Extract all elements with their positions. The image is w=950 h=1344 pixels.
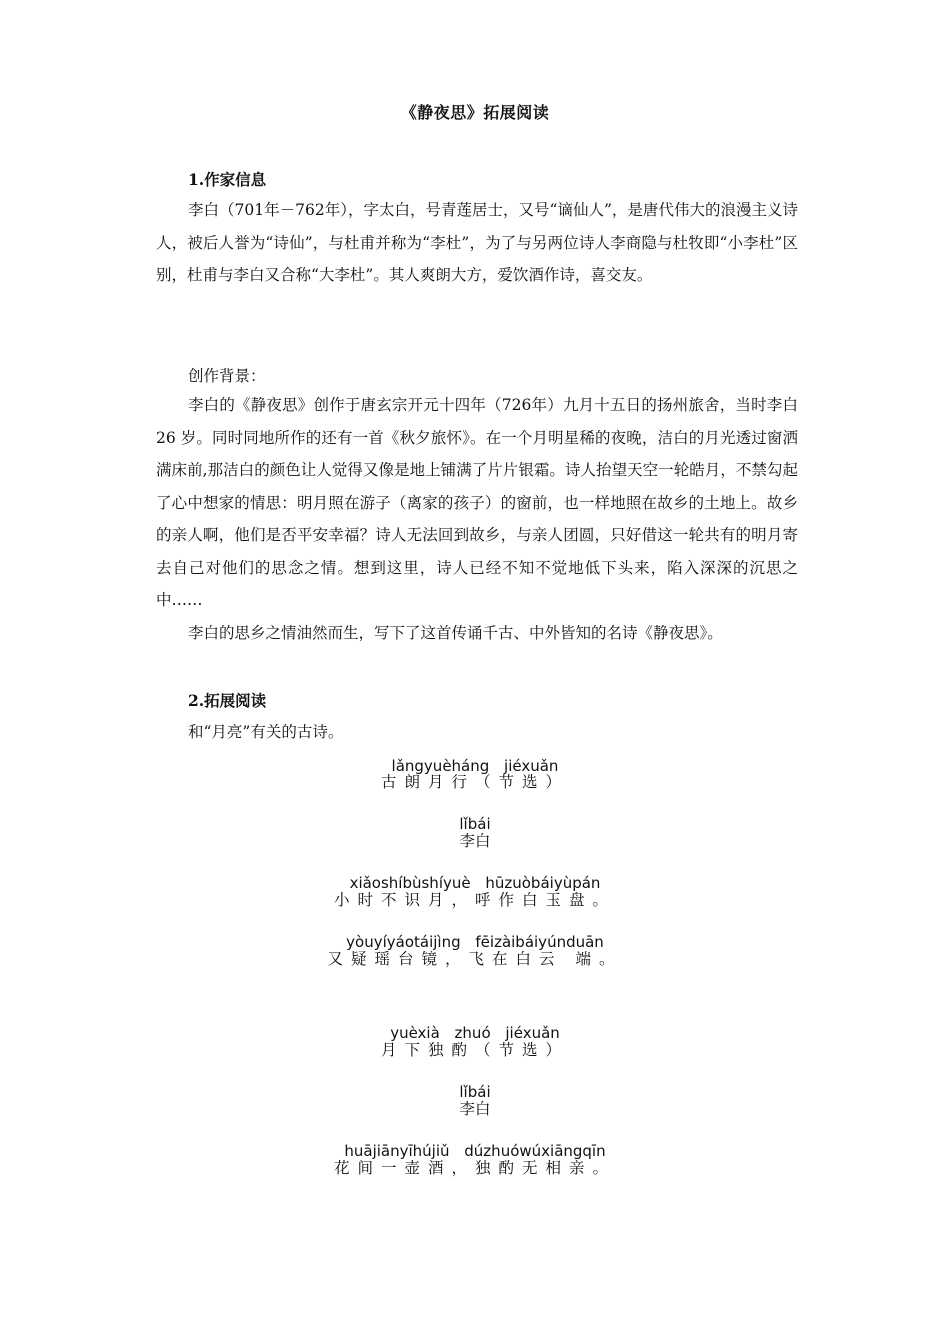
poem1-author: 李白 <box>459 832 491 850</box>
poem1-line1: 小时不识月，呼作白玉盘。 <box>333 891 616 909</box>
background-label: 创作背景： <box>188 367 266 385</box>
section-heading-author: 1.作家信息 <box>188 170 267 189</box>
background-conclusion: 李白的思乡之情油然而生，写下了这首传诵千古、中外皆知的名诗《静夜思》。 <box>188 624 723 642</box>
poem2-line1-pinyin: huājiānyīhújiǔ dúzhuówúxiāngqīn <box>344 1142 606 1160</box>
poem2-title: 月下独酌（节选） <box>380 1041 569 1059</box>
poem2-line1: 花间一壶酒，独酌无相亲。 <box>333 1159 616 1177</box>
background-text: 李白的《静夜思》创作于唐玄宗开元十四年（726年）九月十五日的扬州旅舍，当时李白 26 岁。同时同地所作的还有一首《秋夕旅怀》。在一个月明星稀的夜晚，洁白的月光透过窗洒满床前,那洁白的颜色让人觉得又像是地上铺满了片片银霜。诗人抬望天空一轮皓月，不禁勾起了心中想家的情思：明月照在游子（离家的孩子）的窗前，也一样地照在故乡的土地上。故乡的亲人啊，他们是否平安幸福？诗人无法回到故乡，与亲人团圆，只好借这一轮共有的明月寄去自己对他们的思念之情。想到这里，诗人已经不知不觉地低下头来，陷入深深的沉思之中…… <box>156 396 798 609</box>
reading-intro: 和“月亮”有关的古诗。 <box>188 723 344 741</box>
poem2-author-pinyin: lǐbái <box>459 1083 491 1101</box>
poem1-line2: 又疑瑶台镜，飞在白云 端。 <box>327 950 623 968</box>
poem2-author: 李白 <box>459 1100 491 1118</box>
page-title: 《静夜思》拓展阅读 <box>400 103 550 122</box>
poem1-author-pinyin: lǐbái <box>459 815 491 833</box>
poem1-title-pinyin: lǎngyuèháng jiéxuǎn <box>391 757 559 775</box>
poem2-title-pinyin: yuèxià zhuó jiéxuǎn <box>390 1024 560 1042</box>
section-heading-reading: 2.拓展阅读 <box>188 691 267 710</box>
poem1-title: 古朗月行（节选） <box>380 773 569 791</box>
poem1-line2-pinyin: yòuyíyáotáijìng fēizàibáiyúnduān <box>346 933 604 951</box>
author-bio: 李白（701年－762年），字太白，号青莲居士，又号“谪仙人”，是唐代伟大的浪漫主义诗人，被后人誉为“诗仙”，与杜甫并称为“李杜”，为了与另两位诗人李商隐与杜牧即“小李杜”区别，杜甫与李白又合称“大李杜”。其人爽朗大方，爱饮酒作诗，喜交友。 <box>156 201 798 284</box>
poem1-line1-pinyin: xiǎoshíbùshíyuè hūzuòbáiyùpán <box>349 874 601 892</box>
